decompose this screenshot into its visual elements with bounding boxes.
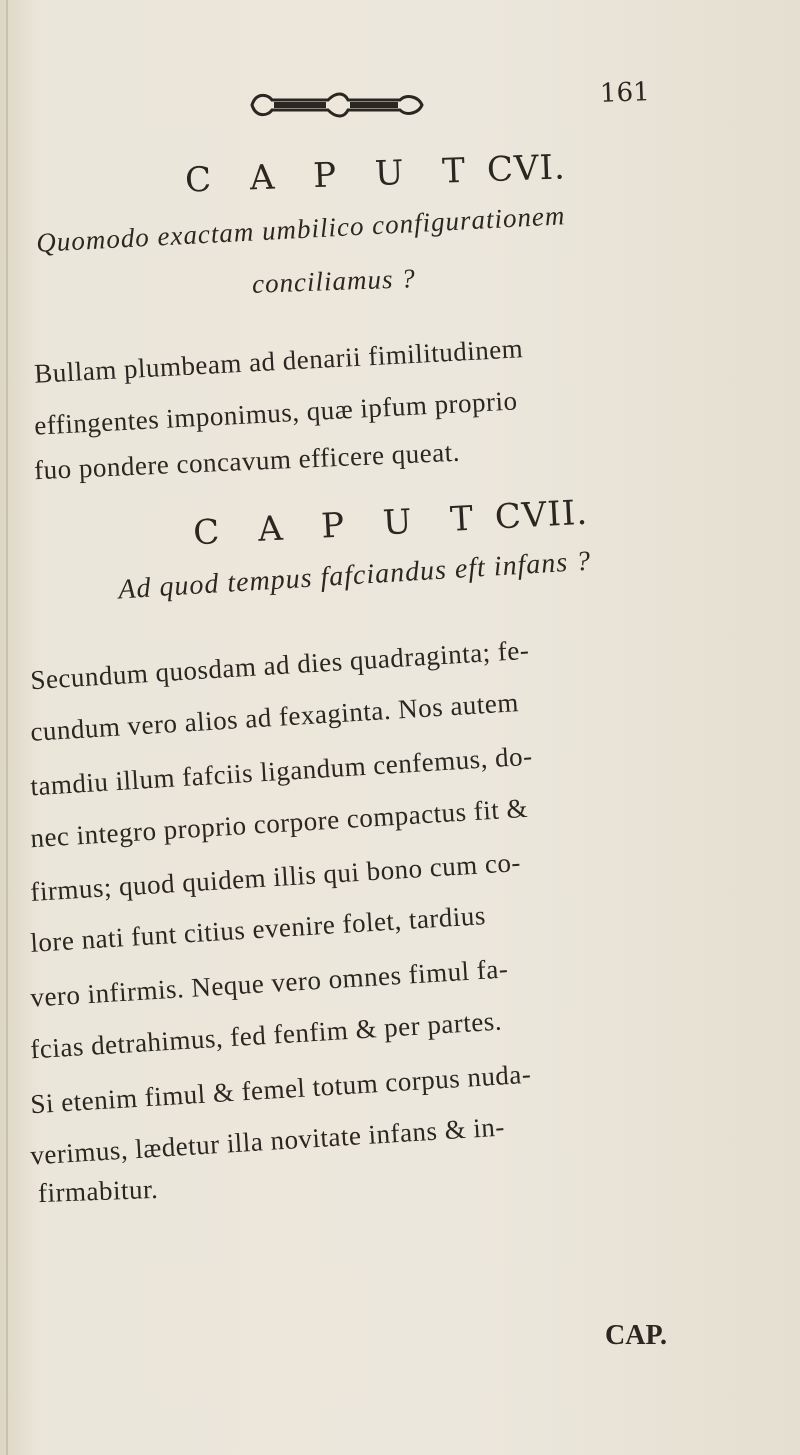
chapter-question-line: Quomodo exactam umbilico configurationem (35, 200, 567, 258)
body-line: Bullam plumbeam ad denarii fimilitudinem (33, 333, 524, 389)
printer-ornament (248, 88, 428, 122)
chapter-question: Ad quod tempus fafciandus eft infans ? (117, 545, 593, 606)
chapter-numeral: CVI. (486, 147, 567, 191)
chapter-heading-106 (184, 147, 566, 200)
chapter-heading-word: C A P U T (192, 497, 488, 554)
body-line: nec integro proprio corpore compactus fit & (29, 792, 529, 854)
body-line: fuo pondere concavum efficere queat. (33, 436, 461, 486)
body-line: effingentes imponimus, quæ ipfum proprio (33, 385, 519, 441)
body-line: verimus, lædetur illa novitate infans & in- (29, 1111, 506, 1171)
body-line: cundum vero alios ad fexaginta. Nos autem (29, 687, 520, 747)
body-line: fcias detrahimus, fed fenfim & per partes. (29, 1005, 503, 1065)
chapter-heading-word: C A P U T (184, 150, 480, 201)
chapter-numeral: CVII. (493, 492, 590, 538)
body-line: firmus; quod quidem illis qui bono cum co- (29, 847, 522, 907)
page-number: 161 (599, 77, 651, 109)
body-line: lore nati funt citius evenire folet, tardius (29, 900, 487, 958)
chapter-question-line: conciliamus ? (251, 263, 417, 299)
binding-line (6, 0, 8, 1455)
catchword: CAP. (605, 1320, 667, 1351)
body-line: vero infirmis. Neque vero omnes fimul fa- (29, 953, 510, 1013)
body-line: firmabitur. (37, 1173, 159, 1209)
body-line: tamdiu illum fafciis ligandum cenfemus, do- (29, 740, 534, 802)
chapter-heading-107 (192, 493, 589, 554)
body-line: Secundum quosdam ad dies quadraginta; fe- (29, 634, 531, 696)
body-line: Si etenim fimul & femel totum corpus nuda- (29, 1058, 533, 1120)
